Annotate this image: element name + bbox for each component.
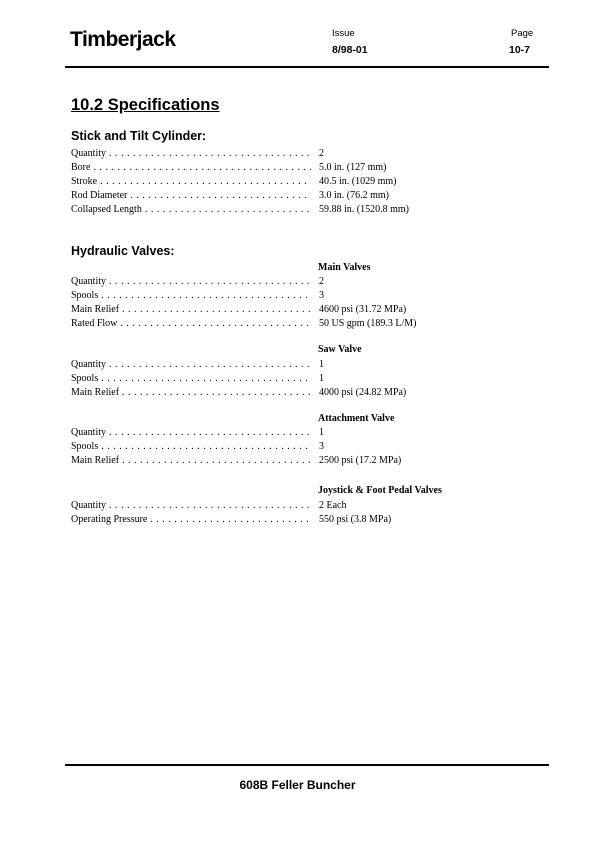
spec-value: 550 psi (3.8 MPa): [319, 514, 392, 525]
spec-label: Quantity . . .: [71, 358, 311, 372]
spec-row: [71, 426, 541, 440]
spec-row: [71, 275, 541, 289]
spec-label: Collapsed Length . . .: [71, 203, 311, 217]
spec-row: [71, 147, 541, 161]
timberjack-logo: Timberjack: [70, 28, 176, 51]
spec-value: 40.5 in. (1029 mm): [319, 176, 397, 187]
spec-label: Main Relief . . .: [71, 454, 311, 468]
spec-value: 4000 psi (24.82 MPa): [319, 387, 407, 398]
spec-value: 3.0 in. (76.2 mm): [319, 190, 389, 201]
spec-label: Quantity . . .: [71, 499, 311, 513]
attachment-valve-heading: Attachment Valve: [318, 413, 395, 424]
spec-label: Spools . . .: [71, 289, 311, 303]
spec-label: Bore . . .: [71, 161, 311, 175]
spec-row: [71, 189, 541, 203]
spec-row: [71, 454, 541, 468]
spec-label: Spools . . .: [71, 372, 311, 386]
header-rule: [65, 66, 549, 68]
spec-label: Rated Flow . . .: [71, 317, 311, 331]
spec-row: [71, 303, 541, 317]
footer-title: 608B Feller Buncher: [239, 778, 356, 792]
page-label: Page: [511, 28, 534, 39]
spec-value: 1: [319, 359, 324, 370]
footer-rule: [65, 764, 549, 766]
spec-row: [71, 289, 541, 303]
spec-value: 2 Each: [319, 500, 347, 511]
spec-label: Rod Diameter . . .: [71, 189, 311, 203]
spec-row: [71, 175, 541, 189]
spec-label: Stroke . . .: [71, 175, 311, 189]
spec-value: 1: [319, 373, 324, 384]
spec-row: [71, 358, 541, 372]
issue-value: 8/98-01: [332, 44, 368, 56]
spec-value: 50 US gpm (189.3 L/M): [319, 318, 417, 329]
spec-label: Main Relief . . .: [71, 386, 311, 400]
spec-value: 2500 psi (17.2 MPa): [319, 455, 402, 466]
spec-row: [71, 317, 541, 331]
spec-row: [71, 499, 541, 513]
spec-row: [71, 203, 541, 217]
issue-label: Issue: [332, 28, 355, 39]
spec-value: 3: [319, 290, 324, 301]
spec-row: [71, 372, 541, 386]
spec-label: Quantity . . .: [71, 275, 311, 289]
spec-value: 2: [319, 276, 324, 287]
saw-valve-heading: Saw Valve: [318, 344, 362, 355]
spec-value: 59.88 in. (1520.8 mm): [319, 204, 409, 215]
page-value: 10-7: [509, 44, 531, 56]
main-valves-heading: Main Valves: [318, 262, 371, 273]
spec-value: 5.0 in. (127 mm): [319, 162, 387, 173]
spec-value: 3: [319, 441, 324, 452]
spec-row: [71, 440, 541, 454]
hydraulic-heading: Hydraulic Valves:: [71, 244, 175, 258]
spec-row: [71, 161, 541, 175]
spec-label: Spools . . .: [71, 440, 311, 454]
spec-label: Quantity . . .: [71, 426, 311, 440]
stick-tilt-heading: Stick and Tilt Cylinder:: [71, 129, 207, 143]
spec-label: Operating Pressure . . .: [71, 513, 311, 527]
spec-label: Quantity . . .: [71, 147, 311, 161]
spec-row: [71, 513, 541, 527]
spec-row: [71, 386, 541, 400]
spec-label: Main Relief . . .: [71, 303, 311, 317]
section-title: 10.2 Specifications: [71, 96, 220, 114]
joystick-foot-pedal-heading: Joystick & Foot Pedal Valves: [318, 485, 442, 496]
spec-value: 2: [319, 148, 324, 159]
spec-value: 1: [319, 427, 324, 438]
spec-value: 4600 psi (31.72 MPa): [319, 304, 407, 315]
